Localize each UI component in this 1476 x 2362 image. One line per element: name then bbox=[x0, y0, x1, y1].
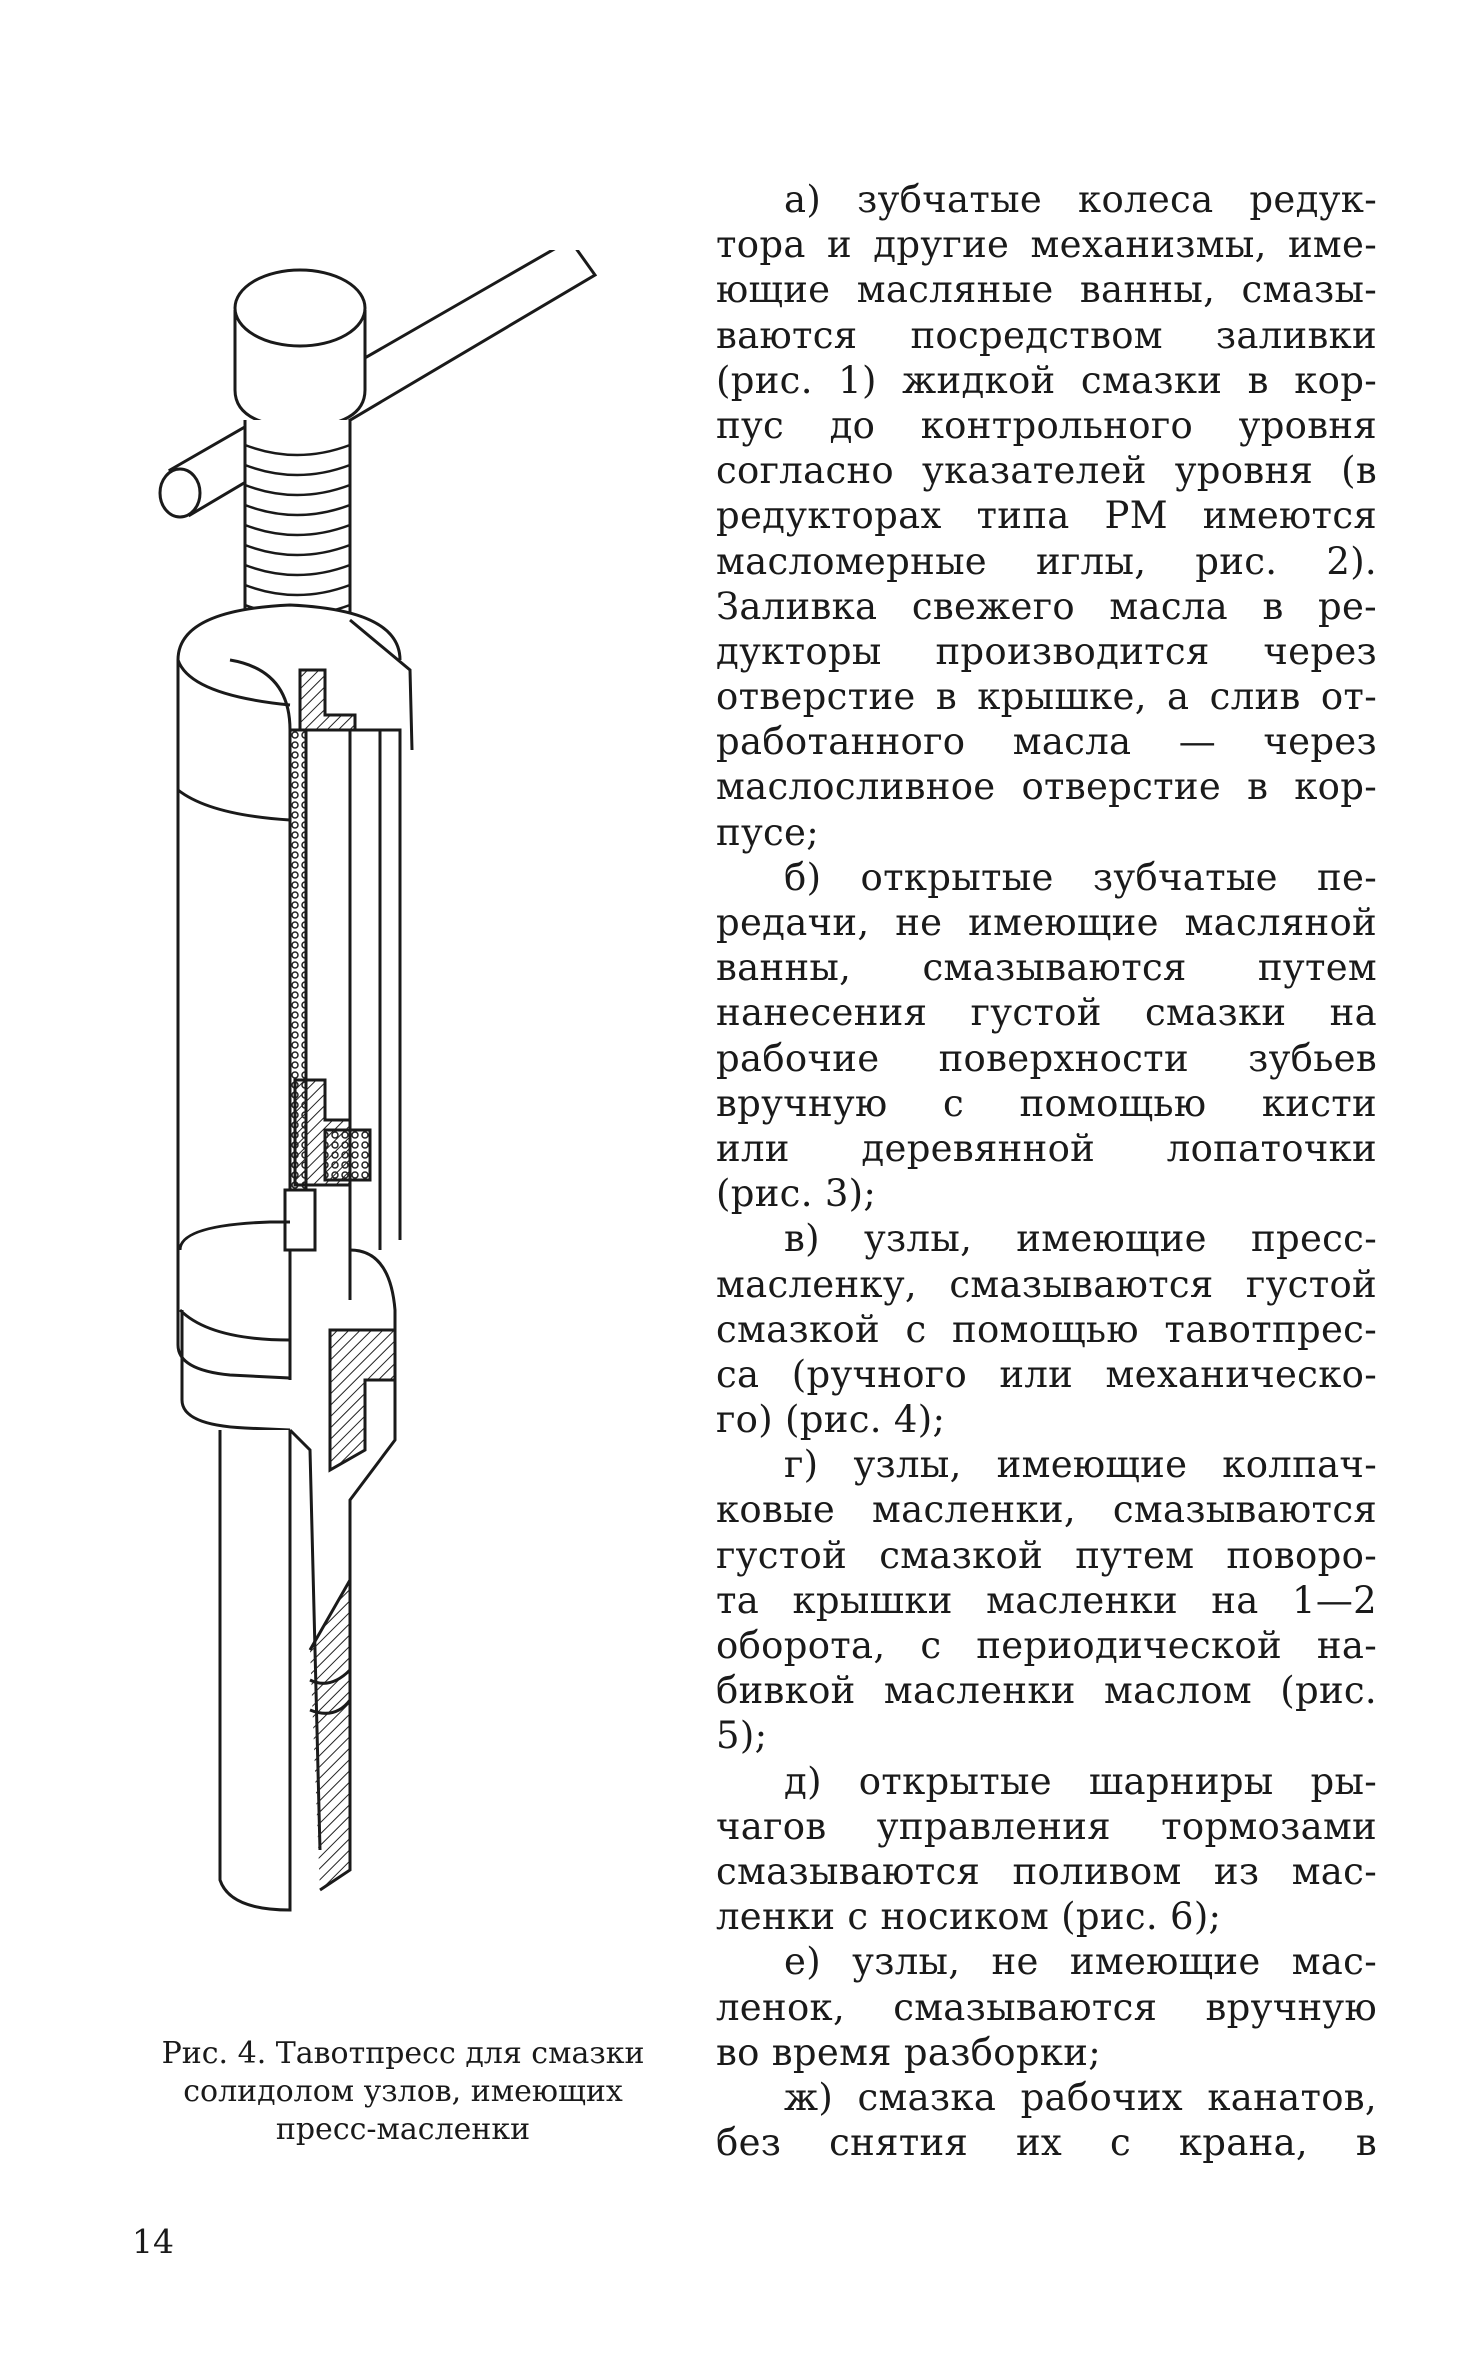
text-line: в) узлы, имеющие пресс- bbox=[784, 1217, 1377, 1261]
text-line: смазываются поливом из мас- bbox=[716, 1849, 1377, 1893]
caption-line: солидолом узлов, имеющих bbox=[183, 2074, 623, 2109]
text-line: масленку, смазываются густой bbox=[716, 1262, 1377, 1306]
handle-bar-end bbox=[160, 469, 200, 517]
text-line: чагов управления тормозами bbox=[716, 1804, 1377, 1848]
caption-line: Рис. 4. Тавотпресс для смазки bbox=[161, 2036, 645, 2071]
text-line: Заливка свежего масла в ре- bbox=[716, 584, 1377, 628]
text-line: смазкой с помощью тавотпрес- bbox=[716, 1307, 1377, 1351]
text-line: густой смазкой путем поворо- bbox=[716, 1533, 1377, 1577]
text-line: б) открытые зубчатые пе- bbox=[784, 855, 1377, 899]
text-line: дукторы производится через bbox=[716, 629, 1377, 673]
text-line: без снятия их с крана, в bbox=[716, 2121, 1377, 2165]
text-line: ленок, смазываются вручную bbox=[716, 1985, 1377, 2029]
text-line: ваются посредством заливки bbox=[716, 313, 1377, 357]
text-line: рабочие поверхности зубьев bbox=[716, 1036, 1377, 1080]
barrel-top-cap-hatch bbox=[300, 670, 355, 730]
text-line: а) зубчатые колеса редук- bbox=[784, 178, 1377, 221]
text-line: вручную с помощью кисти bbox=[716, 1081, 1377, 1125]
text-line: оборота, с периодической на- bbox=[716, 1624, 1377, 1667]
text-line: бивкой масленки маслом (рис. bbox=[716, 1669, 1377, 1713]
text-line: ванны, смазываются путем bbox=[716, 946, 1377, 990]
text-line: пусе; bbox=[716, 810, 820, 854]
text-line: масломерные иглы, рис. 2). bbox=[716, 539, 1377, 583]
barrel-body bbox=[178, 660, 290, 1378]
text-line: пус до контрольного уровня bbox=[716, 403, 1377, 447]
body-text-column bbox=[716, 177, 1377, 2165]
text-line: тора и другие механизмы, име- bbox=[716, 223, 1377, 267]
text-line: или деревянной лопаточки bbox=[716, 1126, 1377, 1170]
page-number: 14 bbox=[132, 2222, 174, 2261]
text-line: (рис. 3); bbox=[716, 1172, 877, 1216]
text-line: са (ручного или механическо- bbox=[716, 1352, 1377, 1396]
text-line: (рис. 1) жидкой смазки в кор- bbox=[716, 358, 1377, 402]
text-line: ж) смазка рабочих канатов, bbox=[784, 2075, 1377, 2119]
text-line: работанного масла — через bbox=[716, 720, 1377, 764]
text-line: редачи, не имеющие масляной bbox=[716, 901, 1377, 944]
text-line: та крышки масленки на 1—2 bbox=[716, 1578, 1377, 1622]
handle-head-top bbox=[235, 270, 365, 346]
caption-line: пресс-масленки bbox=[275, 2112, 531, 2147]
text-line: редукторах типа РМ имеются bbox=[716, 494, 1377, 538]
text-line: 5); bbox=[716, 1714, 768, 1758]
nozzle-hatch bbox=[330, 1330, 395, 1470]
text-line: д) открытые шарниры ры- bbox=[784, 1759, 1377, 1803]
text-line: ковые масленки, смазываются bbox=[716, 1488, 1377, 1532]
figure-caption bbox=[128, 2035, 678, 2149]
text-line: г) узлы, имеющие колпач- bbox=[784, 1443, 1377, 1487]
text-line: е) узлы, не имеющие мас- bbox=[784, 1940, 1377, 1984]
text-line: маслосливное отверстие в кор- bbox=[716, 765, 1377, 809]
lower-tube bbox=[220, 1430, 290, 1910]
grease-gun-illustration bbox=[150, 250, 670, 1950]
text-line: го) (рис. 4); bbox=[716, 1398, 946, 1442]
text-line: ющие масляные ванны, смазы- bbox=[716, 268, 1377, 312]
text-line: ленки с носиком (рис. 6); bbox=[716, 1895, 1222, 1939]
text-line: отверстие в крышке, а слив от- bbox=[716, 675, 1377, 719]
text-line: нанесения густой смазки на bbox=[716, 991, 1377, 1035]
text-line: согласно указателей уровня (в bbox=[716, 449, 1377, 493]
text-line: во время разборки; bbox=[716, 2030, 1101, 2074]
